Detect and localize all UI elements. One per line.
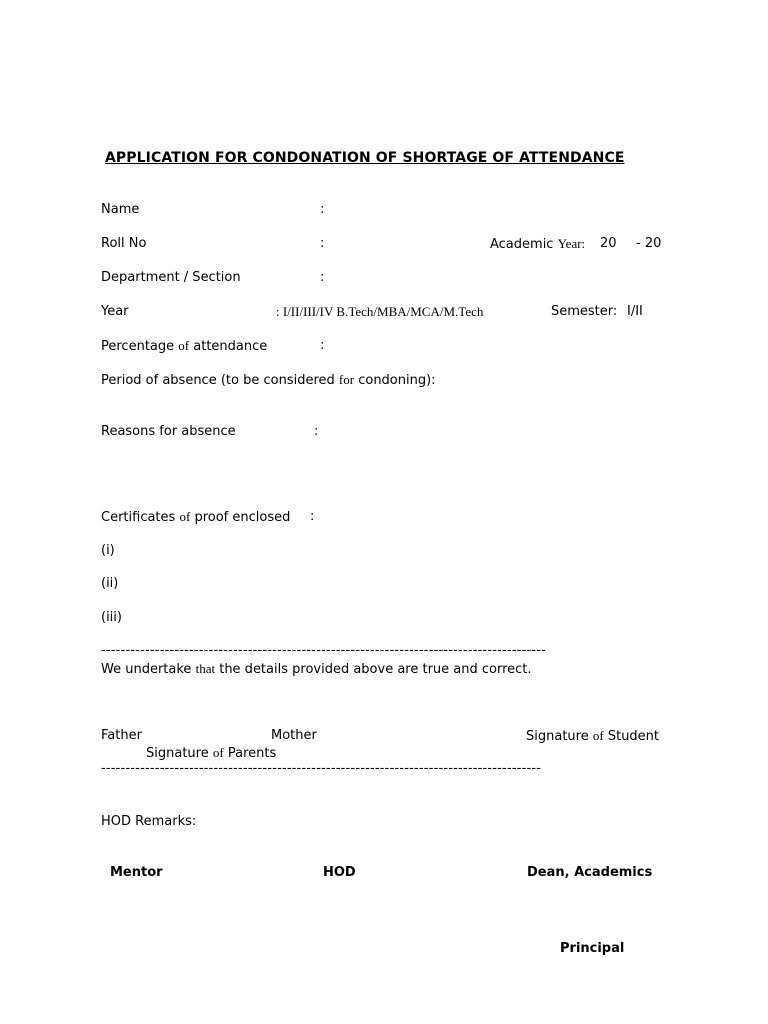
department-label: Department / Section <box>101 270 241 285</box>
percentage-word: Percentage <box>101 339 175 354</box>
hod-label: HOD <box>323 865 356 880</box>
undertaking-part1: We undertake <box>101 662 192 677</box>
hod-remarks-label: HOD Remarks: <box>101 814 197 829</box>
percentage-label <box>101 338 267 355</box>
name-label: Name <box>101 202 140 217</box>
mother-label: Mother <box>271 728 317 743</box>
semester-options: I/II <box>627 304 643 319</box>
academic-year-label <box>490 236 585 253</box>
proof-item: (iii) <box>101 610 122 625</box>
proof-item: (ii) <box>101 576 119 591</box>
principal-label: Principal <box>560 941 625 956</box>
father-label: Father <box>101 728 142 743</box>
undertaking-part2: the details provided above are true and correct. <box>219 662 532 677</box>
certificates-colon: : <box>310 509 315 524</box>
period-condoning: condoning): <box>358 373 436 388</box>
proof-enclosed: proof enclosed <box>194 510 291 525</box>
student-signature-word: Signature <box>526 729 589 744</box>
proof-item: (i) <box>101 543 115 558</box>
roll-no-colon: : <box>320 236 325 251</box>
roll-no-label: Roll No <box>101 236 147 251</box>
department-colon: : <box>320 270 325 285</box>
academic-word: Academic <box>490 237 554 252</box>
page-title: APPLICATION FOR CONDONATION OF SHORTAGE OF ATTENDANCE <box>105 150 625 166</box>
year-label: Year <box>101 304 129 319</box>
name-colon: : <box>320 202 325 217</box>
reasons-label: Reasons for absence <box>101 424 236 439</box>
mentor-label: Mentor <box>110 865 163 880</box>
separator-line: ------------------------------------------------------------------------------------------ <box>101 761 542 776</box>
dean-academics-label: Dean, Academics <box>527 865 653 880</box>
certificates-of: of <box>179 509 191 524</box>
attendance-word: attendance <box>193 339 268 354</box>
certificates-label <box>101 509 290 526</box>
semester-label: Semester: <box>551 304 618 319</box>
reasons-colon: : <box>314 424 319 439</box>
student-signature-label <box>526 728 659 745</box>
undertaking-that: that <box>195 661 216 676</box>
certificates-word: Certificates <box>101 510 176 525</box>
percentage-colon: : <box>320 338 325 353</box>
academic-year-end: - 20 <box>636 236 662 251</box>
parents-word: Parents <box>227 746 277 761</box>
undertaking-text <box>101 661 532 678</box>
student-word: Student <box>607 729 660 744</box>
period-text: Period of absence (to be considered <box>101 373 335 388</box>
parents-signature-word: Signature <box>146 746 209 761</box>
student-signature-of: of <box>592 728 604 743</box>
parents-signature-label <box>146 745 276 762</box>
year-word: Year: <box>557 236 586 251</box>
percentage-of: of <box>178 338 190 353</box>
academic-year-start: 20 <box>600 236 617 251</box>
parents-signature-of: of <box>212 745 224 760</box>
period-for: for <box>338 372 355 387</box>
period-label <box>101 372 436 389</box>
year-options: : I/II/III/IV B.Tech/MBA/MCA/M.Tech <box>276 304 484 319</box>
separator-line: ------------------------------------------------------------------------------------------- <box>101 643 547 658</box>
